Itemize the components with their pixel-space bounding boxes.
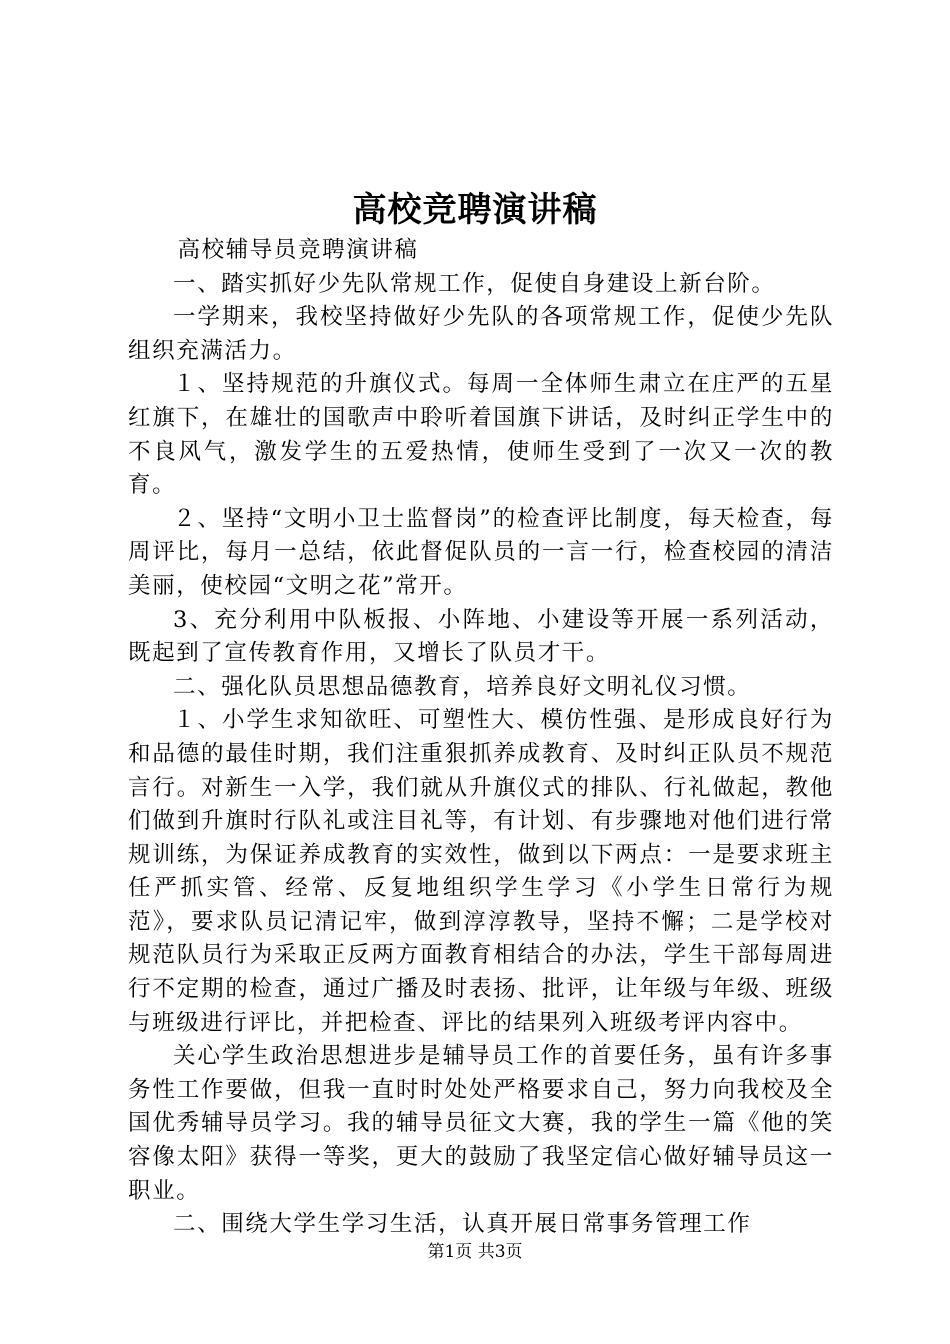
- paragraph-item-3: 3、充分利用中队板报、小阵地、小建设等开展一系列活动，既起到了宣传教育作用，又增长了队员才干。: [128, 606, 834, 667]
- paragraph-section-2-heading: 二、强化队员思想品德教育，培养良好文明礼仪习惯。: [173, 673, 752, 700]
- paragraph-counselor: 关心学生政治思想进步是辅导员工作的首要任务，虽有许多事务性工作要做，但我一直时时处处严格要求自己，努力向我校及全国优秀辅导员学习。我的辅导员征文大赛，我的学生一篇《他的笑容像太阳》获得一等奖，更大的鼓励了我坚定信心做好辅导员这一职业。: [128, 1043, 834, 1204]
- paragraph-section-1-heading: 一、踏实抓好少先队常规工作，促使自身建设上新台阶。: [173, 270, 776, 297]
- paragraph-intro: 一学期来，我校坚持做好少先队的各项常规工作，促使少先队组织充满活力。: [128, 304, 834, 364]
- document-title: 高校竞聘演讲稿: [352, 190, 598, 230]
- paragraph-item-2: ２、坚持“文明小卫士监督岗”的检查评比制度，每天检查，每周评比，每月一总结，依此督促队员的一言一行，检查校园的清洁美丽，使校园“文明之花”常开。: [128, 505, 834, 599]
- paragraph-item-1: １、坚持规范的升旗仪式。每周一全体师生肃立在庄严的五星红旗下，在雄壮的国歌声中聆听着国旗下讲话，及时纠正学生中的不良风气，激发学生的五爱热情，使师生受到了一次又一次的教育。: [128, 371, 834, 499]
- document-body: [128, 234, 834, 1242]
- paragraph-section-2-item-1: １、小学生求知欲旺、可塑性大、模仿性强、是形成良好行为和品德的最佳时期，我们注重狠抓养成教育、及时纠正队员不规范言行。对新生一入学，我们就从升旗仪式的排队、行礼做起，教他们做到升旗时行队礼或注目礼等，有计划、有步骤地对他们进行常规训练，为保证养成教育的实效性，做到以下两点：一是要求班主任严抓实管、经常、反复地组织学生学习《小学生日常行为规范》，要求队员记清记牢，做到淳淳教导，坚持不懈；二是学校对规范队员行为采取正反两方面教育相结合的办法，学生干部每周进行不定期的检查，通过广播及时表扬、批评，让年级与年级、班级与班级进行评比，并把检查、评比的结果列入班级考评内容中。: [128, 707, 834, 1036]
- paragraph-section-3-heading: 二、围绕大学生学习生活，认真开展日常事务管理工作: [173, 1211, 752, 1238]
- paragraph-subtitle: 高校辅导员竞聘演讲稿: [177, 237, 419, 263]
- page-footer: 第1页 共3页: [427, 1242, 523, 1262]
